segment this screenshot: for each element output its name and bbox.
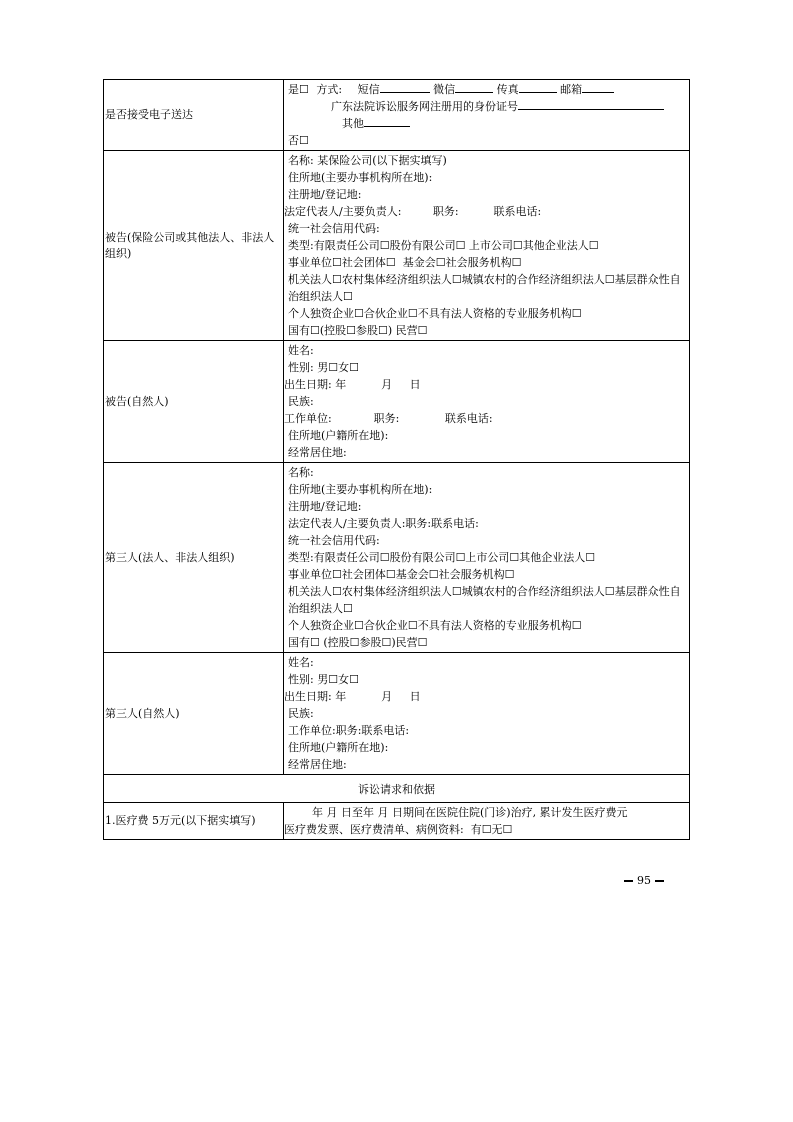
- defendant-legal-row: 被告(保险公司或其他法人、非法人组织) 名称: 某保险公司(以下据实填写) 住所地(主要办事机构所在地): 注册地/登记地: 法定代表人/主要负责人: 职务: 联系电话: 统一社会信用代码: 类型:有限责任公司☐股份有限公司☐ 上市公司☐其他企业法人☐ 事业单位☐社会团体☐ 基金会☐社会服务机构☐ 机关法人☐农村集体经济组织法人☐城镇农村的合作经济组织法人☐基层群众性自治组织法人☐ 个人独资企业☐合伙企业☐不具有法人资格的专业服务机构☐ 国有☐(控股☐参股☐) 民营☐: [104, 151, 690, 341]
- id-number-field[interactable]: [518, 98, 664, 110]
- electronic-service-row: [104, 80, 690, 151]
- electronic-service-content: 是☐ 方式: 短信 微信 传真 邮箱 广东法院诉讼服务网注册用的身份证号 其他 否☐: [284, 80, 690, 151]
- sms-field[interactable]: [380, 81, 430, 93]
- third-party-natural-label: 第三人(自然人): [104, 653, 284, 775]
- defendant-natural-label: 被告(自然人): [104, 341, 284, 463]
- third-party-legal-label: 第三人(法人、非法人组织): [104, 463, 284, 653]
- complaint-form-table: [103, 79, 690, 840]
- claim-item-1-row: [104, 803, 690, 840]
- email-field[interactable]: [582, 81, 614, 93]
- electronic-service-label: 是否接受电子送达: [104, 80, 284, 151]
- claim-item-1-docs: 医疗费发票、医疗费清单、病例资料: 有☐无☐: [284, 823, 513, 836]
- third-party-natural-row: 第三人(自然人) 姓名: 性别: 男☐女☐ 出生日期: 年 月 日 民族: 工作单位:职务:联系电话: 住所地(户籍所在地): 经常居住地:: [104, 653, 690, 775]
- third-party-legal-row: 第三人(法人、非法人组织) 名称: 住所地(主要办事机构所在地): 注册地/登记地: 法定代表人/主要负责人:职务:联系电话: 统一社会信用代码: 类型:有限责任公司☐股份有限公司☐上市公司☐其他企业法人☐ 事业单位☐社会团体☐基金会☐社会服务机构☐ 机关法人☐农村集体经济组织法人☐城镇农村的合作经济组织法人☐基层群众性自治组织法人☐ 个人独资企业☐合伙企业☐不具有法人资格的专业服务机构☐ 国有☐ (控股☐参股☐)民营☐: [104, 463, 690, 653]
- defendant-legal-label: 被告(保险公司或其他法人、非法人组织): [104, 151, 284, 341]
- defendant-legal-name: 名称: 某保险公司(以下据实填写): [288, 154, 447, 167]
- other-field[interactable]: [364, 115, 410, 127]
- fax-field[interactable]: [519, 81, 557, 93]
- page-number: 95: [620, 874, 668, 887]
- page-dash-right: [655, 880, 664, 882]
- defendant-natural-row: 被告(自然人) 姓名: 性别: 男☐女☐ 出生日期: 年 月 日 民族: 工作单位: 职务: 联系电话: 住所地(户籍所在地): 经常居住地:: [104, 341, 690, 463]
- claims-section-title: 诉讼请求和依据: [104, 775, 690, 803]
- claim-item-1-label: 1.医疗费 5万元(以下据实填写): [104, 803, 284, 840]
- claims-section-row: [104, 775, 690, 803]
- no-checkbox[interactable]: 否☐: [288, 134, 309, 147]
- yes-checkbox[interactable]: 是☐: [288, 83, 309, 96]
- wechat-field[interactable]: [455, 81, 493, 93]
- claim-item-1-text: 年 月 日至年 月 日期间在医院住院(门诊)治疗, 累计发生医疗费元: [312, 806, 628, 819]
- page-dash-left: [624, 880, 633, 882]
